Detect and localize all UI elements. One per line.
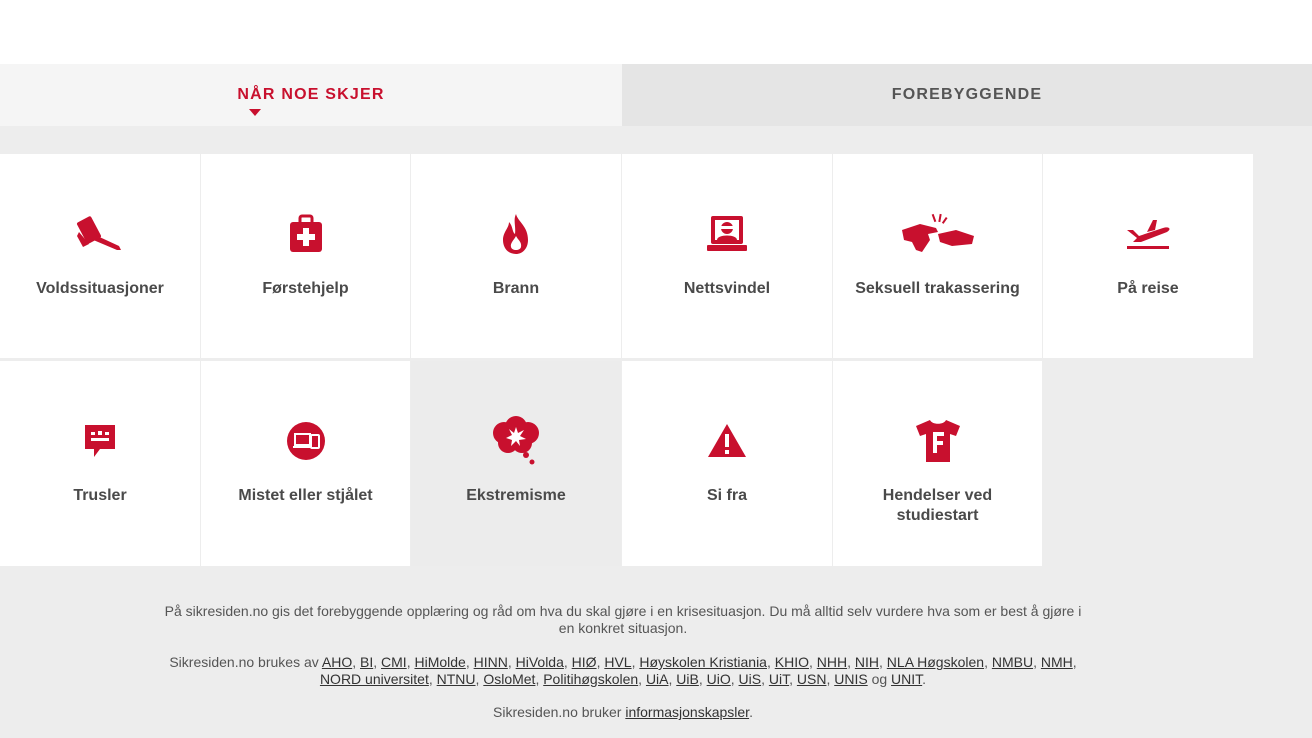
institution-link[interactable]: HIØ <box>571 654 597 670</box>
institution-link[interactable]: UNIT <box>891 671 923 687</box>
institution-link[interactable]: UiO <box>706 671 731 687</box>
top-header-bar <box>0 0 1312 64</box>
warning-triangle-icon <box>699 413 755 469</box>
footer-cookie-prefix: Sikresiden.no bruker <box>493 704 622 720</box>
footer-used-by-prefix: Sikresiden.no brukes av <box>169 654 322 670</box>
separator: . <box>922 671 927 687</box>
institution-link[interactable]: HVL <box>604 654 632 670</box>
separator: , <box>428 671 437 687</box>
footer-cookies <box>160 704 1086 721</box>
separator: , <box>563 654 572 670</box>
cookie-link[interactable]: informasjonskapsler <box>625 704 750 720</box>
separator: , <box>668 671 677 687</box>
institution-link[interactable]: Høyskolen Kristiania <box>639 654 767 670</box>
threat-speech-bubble-icon <box>72 413 128 469</box>
separator: , <box>761 671 769 687</box>
tab-bar <box>0 64 1312 126</box>
tile-nettsvindel[interactable] <box>622 154 832 358</box>
hammer-icon <box>72 206 128 262</box>
institution-link[interactable]: UiS <box>738 671 762 687</box>
separator: , <box>406 654 415 670</box>
institution-link[interactable]: UNIS <box>834 671 868 687</box>
tile-label: Seksuell trakassering <box>855 280 1020 297</box>
separator: , <box>847 654 855 670</box>
separator: , <box>465 654 474 670</box>
tshirt-f-icon <box>910 413 966 469</box>
institution-link[interactable]: HINN <box>473 654 508 670</box>
lost-devices-icon <box>278 413 334 469</box>
tab-nar-noe-skjer[interactable] <box>0 64 622 126</box>
tile-ekstremisme[interactable] <box>411 361 621 566</box>
footer <box>0 566 1312 738</box>
institution-link[interactable]: UiA <box>645 671 669 687</box>
explosion-thought-icon <box>488 413 544 469</box>
separator: , <box>373 654 382 670</box>
institution-link[interactable]: NTNU <box>436 671 476 687</box>
footer-cookie-suffix: . <box>749 704 753 720</box>
separator: , <box>1033 654 1041 670</box>
tab-label: NÅR NOE SKJER <box>237 86 385 103</box>
footer-used-by <box>160 654 1086 688</box>
tile-hendelser-ved-studiestart[interactable] <box>833 361 1042 566</box>
tile-mistet-eller-stjalet[interactable] <box>201 361 410 566</box>
tile-label: På reise <box>1117 280 1179 297</box>
separator: , <box>789 671 797 687</box>
separator: , <box>808 654 817 670</box>
first-aid-kit-icon <box>278 206 334 262</box>
institution-link[interactable]: NIH <box>854 654 880 670</box>
separator: , <box>826 671 835 687</box>
separator: , <box>631 654 640 670</box>
institution-link[interactable]: NMH <box>1040 654 1073 670</box>
tile-forstehjelp[interactable] <box>201 154 410 358</box>
separator: , <box>535 671 544 687</box>
tile-label: Førstehjelp <box>262 280 349 297</box>
tab-label: FOREBYGGENDE <box>891 86 1043 103</box>
tile-label: Ekstremisme <box>466 487 566 504</box>
separator: , <box>879 654 887 670</box>
tile-label: Si fra <box>706 487 747 504</box>
tile-seksuell-trakassering[interactable] <box>833 154 1042 358</box>
tile-si-fra[interactable] <box>622 361 832 566</box>
institution-link[interactable]: BI <box>360 654 374 670</box>
separator: , <box>698 671 707 687</box>
institution-link[interactable]: Politihøgskolen <box>543 671 639 687</box>
separator: , <box>475 671 484 687</box>
airplane-icon <box>1120 206 1176 262</box>
institution-link[interactable]: UiT <box>768 671 790 687</box>
institution-link[interactable]: CMI <box>381 654 407 670</box>
institution-link[interactable]: AHO <box>321 654 353 670</box>
institution-link[interactable]: HiMolde <box>414 654 466 670</box>
hand-slap-icon <box>898 206 978 262</box>
tile-label: Nettsvindel <box>683 280 771 297</box>
institution-link[interactable]: KHIO <box>774 654 809 670</box>
institution-link[interactable]: HiVolda <box>515 654 564 670</box>
tile-label: Voldssituasjoner <box>36 280 164 297</box>
tile-brann[interactable] <box>411 154 621 358</box>
tile-trusler[interactable] <box>0 361 200 566</box>
institution-link[interactable]: NORD universitet <box>319 671 429 687</box>
tile-pa-reise[interactable] <box>1043 154 1253 358</box>
separator: , <box>766 654 775 670</box>
active-tab-caret-icon <box>249 109 261 116</box>
footer-and-word: og <box>871 671 892 687</box>
tile-label: Brann <box>492 280 540 297</box>
tile-label: Hendelser ved studiestart <box>882 487 993 524</box>
separator: , <box>352 654 360 670</box>
institution-link[interactable]: NHH <box>816 654 848 670</box>
separator: , <box>596 654 605 670</box>
institution-link[interactable]: OsloMet <box>483 671 536 687</box>
tile-voldssituasjoner[interactable] <box>0 154 200 358</box>
tab-forebyggende[interactable] <box>622 64 1312 126</box>
separator: , <box>638 671 646 687</box>
separator: , <box>984 654 992 670</box>
separator: , <box>1072 654 1077 670</box>
institution-link[interactable]: NMBU <box>991 654 1034 670</box>
institution-link[interactable]: USN <box>796 671 827 687</box>
fire-icon <box>488 206 544 262</box>
separator: , <box>507 654 516 670</box>
tile-label: Trusler <box>73 487 127 504</box>
separator: , <box>730 671 739 687</box>
footer-intro: På sikresiden.no gis det forebyggende opplæring og råd om hva du skal gjøre i en krisesituasjon. Du må alltid selv vurdere hva som er best å gjøre i en konkret situasjon. <box>164 603 1082 636</box>
institution-link[interactable]: UiB <box>676 671 699 687</box>
tile-label: Mistet eller stjålet <box>238 487 373 504</box>
topic-grid <box>0 126 1312 566</box>
laptop-thief-icon <box>699 206 755 262</box>
institution-link[interactable]: NLA Høgskolen <box>886 654 985 670</box>
